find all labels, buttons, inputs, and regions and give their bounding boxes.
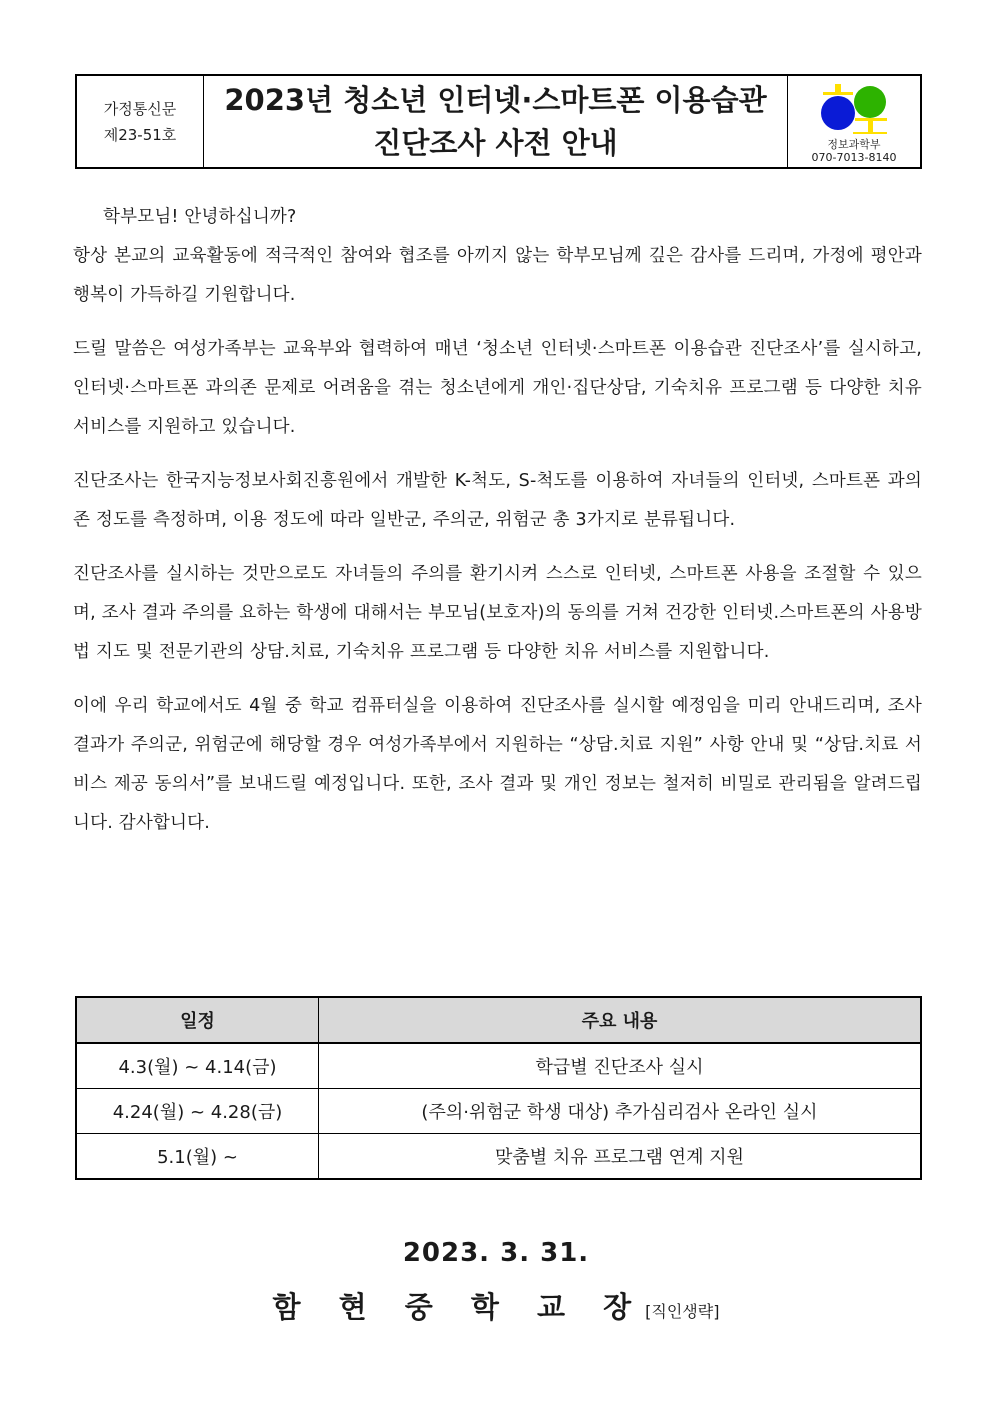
greeting: 학부모님! 안녕하십니까? (103, 207, 297, 227)
header-box (75, 74, 922, 169)
paragraph-1: 항상 본교의 교육활동에 적극적인 참여와 협조를 아끼지 않는 학부모님께 깊은 감사를 드리며, 가정에 평안과 행복이 가득하길 기원합니다. (73, 246, 922, 305)
schedule-content: 맞춤별 치유 프로그램 연계 지원 (319, 1134, 922, 1180)
paragraph-4: 진단조사를 실시하는 것만으로도 자녀들의 주의를 환기시켜 스스로 인터넷, 스마트폰 사용을 조절할 수 있으며, 조사 결과 주의를 요하는 학생에 대해서는 부모님(보호자)의 동의를 거쳐 건강한 인터넷.스마트폰의 사용방법 지도 및 전문기관의 상담.치료, 기숙치유 프로그램 등 다양한 치유 서비스를 지원합니다. (73, 564, 922, 662)
issue-date: 2023. 3. 31. (402, 1238, 590, 1268)
table-row (76, 1134, 921, 1180)
schedule-date: 4.3(월) ~ 4.14(금) (76, 1043, 319, 1089)
seal-omitted-note: [직인생략] (645, 1302, 720, 1321)
schedule-table (75, 996, 922, 1180)
letter-body (73, 198, 922, 858)
school-logo-icon (818, 82, 890, 138)
schedule-content: 학급별 진단조사 실시 (319, 1043, 922, 1089)
notice-category: 가정통신문 (103, 99, 177, 118)
schedule-date: 5.1(월) ~ (76, 1134, 319, 1180)
table-row (76, 1043, 921, 1089)
table-row (76, 1089, 921, 1134)
table-header-row (76, 997, 921, 1043)
signature-block (0, 1285, 992, 1326)
notice-number: 제23-51호 (103, 125, 177, 144)
document-title (204, 76, 788, 167)
paragraph-5: 이에 우리 학교에서도 4월 중 학교 컴퓨터실을 이용하여 진단조사를 실시할 예정임을 미리 안내드리며, 조사 결과가 주의군, 위험군에 해당할 경우 여성가족부에서 지원하는 “상담.치료 지원” 사항 안내 및 “상담.치료 서비스 제공 동의서”를 보내드릴 예정입니다. 또한, 조사 결과 및 개인 정보는 철저히 비밀로 관리됨을 알려드립니다. 감사합니다. (73, 696, 922, 833)
title-line-1: 2023년 청소년 인터넷·스마트폰 이용습관 (224, 82, 767, 117)
schedule-date: 4.24(월) ~ 4.28(금) (76, 1089, 319, 1134)
department-phone: 070-7013-8140 (811, 151, 897, 164)
title-line-2: 진단조사 사전 안내 (373, 125, 618, 160)
column-header-schedule: 일정 (76, 997, 319, 1043)
paragraph-3: 진단조사는 한국지능정보사회진흥원에서 개발한 K-척도, S-척도를 이용하여 자녀들의 인터넷, 스마트폰 과의존 정도를 측정하며, 이용 정도에 따라 일반군, 주의군, 위험군 총 3가지로 분류됩니다. (73, 471, 922, 530)
notice-id-cell (77, 76, 204, 167)
principal-title: 함 현 중 학 교 장 (272, 1290, 646, 1324)
department-cell (788, 76, 920, 167)
column-header-content: 주요 내용 (319, 997, 922, 1043)
department-name: 정보과학부 (827, 138, 881, 151)
paragraph-2: 드릴 말씀은 여성가족부는 교육부와 협력하여 매년 ‘청소년 인터넷·스마트폰 이용습관 진단조사’를 실시하고, 인터넷·스마트폰 과의존 문제로 어려움을 겪는 청소년에게 개인·집단상담, 기숙치유 프로그램 등 다양한 치유 서비스를 지원하고 있습니다. (73, 339, 922, 437)
schedule-content: (주의·위험군 학생 대상) 추가심리검사 온라인 실시 (319, 1089, 922, 1134)
